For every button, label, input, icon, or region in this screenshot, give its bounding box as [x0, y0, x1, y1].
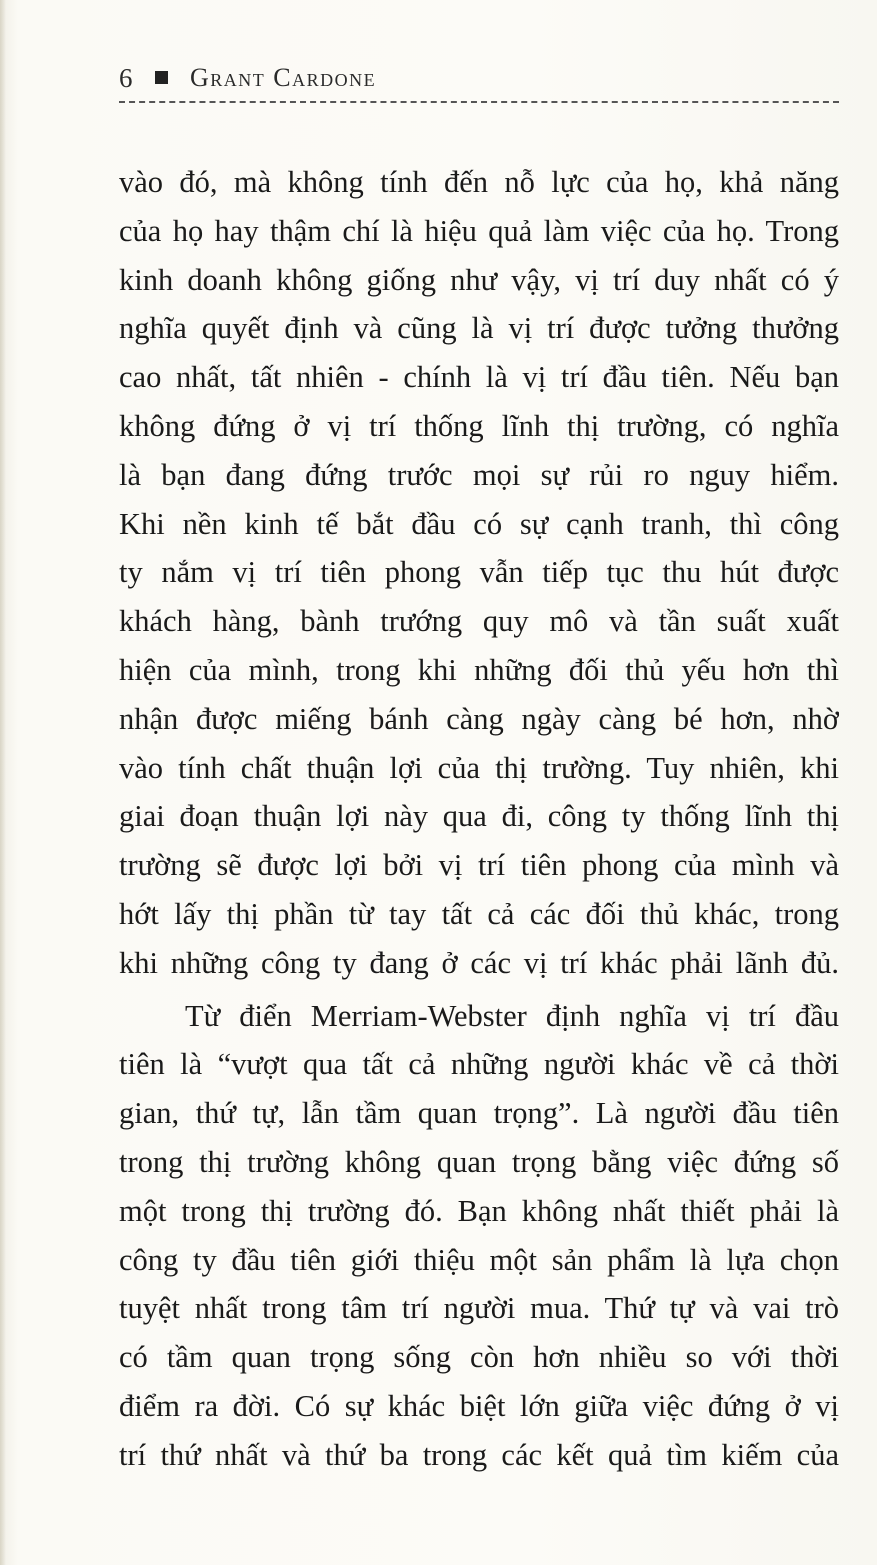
page-edge-shadow: [0, 0, 6, 1565]
text-line: công ty đầu tiên giới thiệu một sản phẩm là lựa chọn: [119, 1242, 839, 1277]
text-line: tiên là “vượt qua tất cả những người khác về cả thời: [119, 1047, 839, 1082]
text-line: là bạn đang đứng trước mọi sự rủi ro nguy hiểm.: [119, 457, 839, 492]
text-line: khi những công ty đang ở các vị trí khác phải lãnh đủ.: [119, 945, 839, 980]
text-line: vào đó, mà không tính đến nỗ lực của họ, khả năng: [119, 165, 839, 199]
text-line: khách hàng, bành trướng quy mô và tần suất xuất: [119, 604, 839, 639]
text-line: Khi nền kinh tế bắt đầu có sự cạnh tranh, thì công: [119, 506, 839, 541]
text-line: ty nắm vị trí tiên phong vẫn tiếp tục thu hút được: [119, 555, 839, 590]
running-header: [119, 58, 839, 98]
text-line: nhận được miếng bánh càng ngày càng bé hơn, nhờ: [119, 701, 839, 736]
text-line: không đứng ở vị trí thống lĩnh thị trường, có nghĩa: [119, 408, 839, 443]
text-line: Từ điển Merriam-Webster định nghĩa vị trí đầu: [185, 998, 839, 1033]
text-line: của họ hay thậm chí là hiệu quả làm việc của họ. Trong: [119, 213, 839, 248]
text-line: gian, thứ tự, lẫn tầm quan trọng”. Là người đầu tiên: [119, 1096, 839, 1131]
square-bullet-icon: [155, 71, 168, 84]
author-name: Grant Cardone: [190, 63, 377, 92]
text-line: cao nhất, tất nhiên - chính là vị trí đầu tiên. Nếu bạn: [119, 360, 839, 395]
text-line: nghĩa quyết định và cũng là vị trí được tưởng thưởng: [119, 311, 839, 346]
text-line: vào tính chất thuận lợi của thị trường. Tuy nhiên, khi: [119, 750, 839, 785]
text-line: trong thị trường không quan trọng bằng việc đứng số: [119, 1144, 839, 1179]
text-line: hớt lấy thị phần từ tay tất cả các đối thủ khác, trong: [119, 896, 839, 931]
text-line: kinh doanh không giống như vậy, vị trí duy nhất có ý: [119, 262, 839, 297]
text-line: tuyệt nhất trong tâm trí người mua. Thứ tự và vai trò: [119, 1291, 839, 1326]
body-text: [119, 158, 839, 1480]
text-line: hiện của mình, trong khi những đối thủ yếu hơn thì: [119, 652, 839, 687]
text-line: trường sẽ được lợi bởi vị trí tiên phong của mình và: [119, 848, 839, 883]
text-line: điểm ra đời. Có sự khác biệt lớn giữa việc đứng ở vị: [119, 1388, 839, 1423]
paragraph: [119, 992, 839, 1480]
text-line: giai đoạn thuận lợi này qua đi, công ty thống lĩnh thị: [119, 799, 839, 834]
header-dashed-rule: [119, 101, 839, 103]
page-number: 6: [119, 62, 133, 93]
text-line: có tầm quan trọng sống còn hơn nhiều so với thời: [119, 1340, 839, 1375]
text-line: trí thứ nhất và thứ ba trong các kết quả tìm kiếm của: [119, 1437, 839, 1472]
paragraph: [119, 158, 839, 988]
text-line: một trong thị trường đó. Bạn không nhất thiết phải là: [119, 1193, 839, 1228]
